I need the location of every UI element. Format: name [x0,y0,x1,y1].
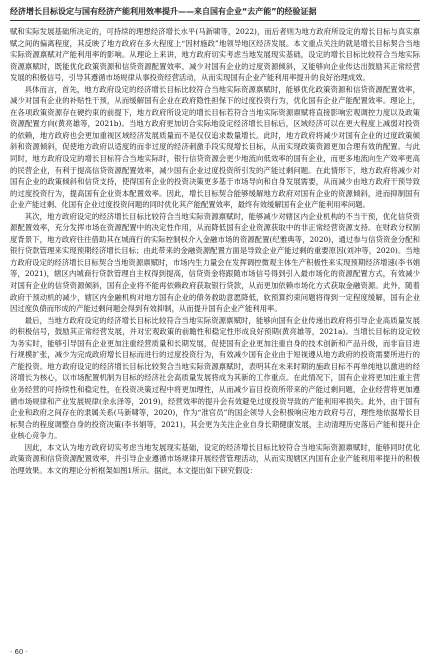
paragraph-2: 具体而言，首先，地方政府设定的经济增长目标比较符合当地实际资源禀赋时，能够优化政策资源和信贷资源配置效率，减少对国有企业的补贴性干预，从而缓解国有企业在政府隐性担保下的过度投资行为，优化国有企业产能配置效率。理论上，在各项政策资源存在硬约束的前提下，地方政府所设定的增长目标若符合当地实际资源禀赋将直接影响宏观调控力度以及政策资源配置方向(黄亮雄等，2021b)。当地方政府更加切合实际地设定经济增长目标后，区域经济可以在更大程度上减弱对投资的依赖，地方政府也会更加重视区域经济发展质量而不是仅仅追求数量增长。此时，地方政府将减少对国有企业的过度政策倾斜和资源倾斜，促使地方政府以适度的而非过度的经济刺激手段实现增长目标，从而实现政策资源更加合理有效的配置。与此同时，地方政府设定的增长目标符合当地实际时，银行信贷资源会更少地流向低效率的国有企业，而更多地流向生产效率更高的民营企业，有利于提高信贷资源配置效率，减少国有企业过度投资所引发的产能过剩问题。在此情形下，地方政府将减少对国有企业的政策倾斜和信贷支持，使得国有企业的投资决策更多基于市场导向和自身发展需要，从而减少由地方政府干预导致的过度投资行为，提高国有企业资本配置效率。因此，增长目标契合能够缓解地方政府对国有企业的资源倾斜，进而抑制国有企业产能过剩、化国有企业过度投资问题的同时优化其产能配置效率，最终有效缓解国有企业产能利用率问题。 [10,84,420,210]
paragraph-5: 因此，本文认为地方政府切实考虑当地发展现实基础，设定的经济增长目标比较符合当地实际资源禀赋时，能够同时优化政策资源和信贷资源配置效率，并引导企业遵循市场规律开展经营管理活动，从而实现辖区内国有企业产能利用率提升的积极治理效果。本文的理论分析框架如图1所示。据此，本文提出如下研究假设： [10,442,420,475]
paragraph-4: 最后，当地方政府设定的经济增长目标比较符合当地实际资源禀赋时，能够向国有企业传递出政府将引导企业高质量发展的积极信号，鼓励其正常经营发展，并对宏观政策的前瞻性和稳定性形成良好预期(黄亮雄等，2021a)。当增长目标的设定较为务实时，能够引导国有企业更加注重经营质量和长期发展，促使国有企业更加注重自身的技术创新和产品升级，而非盲目进行规模扩张，减少为完成政府增长目标而进行的过度投资行为，有效减少国有企业由于短视遵从地方政府的投资需要所进行的产能投资。地方政府设定的经济增长目标比较契合当地实际资源禀赋时，表明其在未来时期的施政目标不再单纯地以激进的经济增长为核心，以市场配置机制为目标的经济社会高质量发展将成为其新的工作重点。在此情况下，国有企业将更加注重主营业务经营的可持续性和稳定性，在投资决策过程中将更加理性，从而减少盲目投资所带来的产能过剩问题，企业经营将更加遵循市场规律和产业发展规律(余永泽等，2019)，经营效率的提升会有效避免过度投资导致的产能利用率损失。此外，由于国有企业和政府之间存在的隶属关系(马新啸等，2020)，作为“准官员”的国企领导人会积极响应地方政府号召，理性地依据增长目标契合的程度调整自身的投资决策(李书娟等，2021)，其会更为关注企业自身长期健康发展，主动清理历史落后产能和提升企业核心竞争力。 [10,315,420,441]
paragraph-1: 赋和实际发展基础所决定的，可持续的理想经济增长水平(马新啸等，2022)，而后者则为地方政府所设定的增长目标与真实禀赋之间的偏离程度，其反映了地方政府在多大程度上“因材施政”地领导地区经济发展。本文重点关注的就是增长目标契合当地实际资源禀赋对产能利用率的影响。从理论上来讲，地方政府切实考虑当地发展现实基础，设定的增长目标比较符合当地实际资源禀赋时，既能优化政策资源和信贷资源配置效率、减少对国有企业的过度资源倾斜，又能够向企业传达出鼓励其正常经营发展的积极信号，引导其遵循市场规律从事投资经营活动，从而实现国有企业产能利用率提升的良好治理成效。 [10,27,420,83]
running-header: 经济增长目标设定与国有经济产能利用效率提升——来自国有企业“去产能”的经验证据 [10,7,317,16]
page-number: · 60 · [10,648,28,656]
paragraph-3: 其次，地方政府设定的经济增长目标比较符合当地实际资源禀赋时，能够减少对辖区内企业机构的不当干预，优化信贷资源配置效率，充分发挥市场在资源配置中的决定性作用，从而降低国有企业资源获取中的非正常经营资源支持。在财政分权制度背景下，地方政府往往借助其在城商行的实际控制权介入金融市场的资源配置(纪雅典等，2020)，通过参与信贷资金分配和银行贷款管理来实现预期经济增长目标；由此带来的金融资源配置方面是导致企业产能过剩的重要原因(刘冲等，2020)。当地方政府设定的经济增长目标契合当地资源禀赋时，市场内生力量会在发挥调控微观主体生产积极性来实现预期经济增速(李书娟等，2021)，辖区内城商行贷款管理自主权得到提高，信贷资金将跟随市场信号得到引入最市场化的资源配置方式，有效减少对国有企业的信贷资源倾斜，国有企业将不能再依赖政府获取银行贷款，从而更加依赖市场化方式获取金融资源。此外，随着政府干预动机的减少，辖区内金融机构对地方国有企业的债务救助意愿降低，软预算约束问题将得到一定程度缓解，国有企业因过度负债而形成的产能过剩问题会得到有效抑制，从而提升国有企业产能利用率。 [10,211,420,314]
header-divider [10,20,420,21]
article-body [10,26,420,646]
